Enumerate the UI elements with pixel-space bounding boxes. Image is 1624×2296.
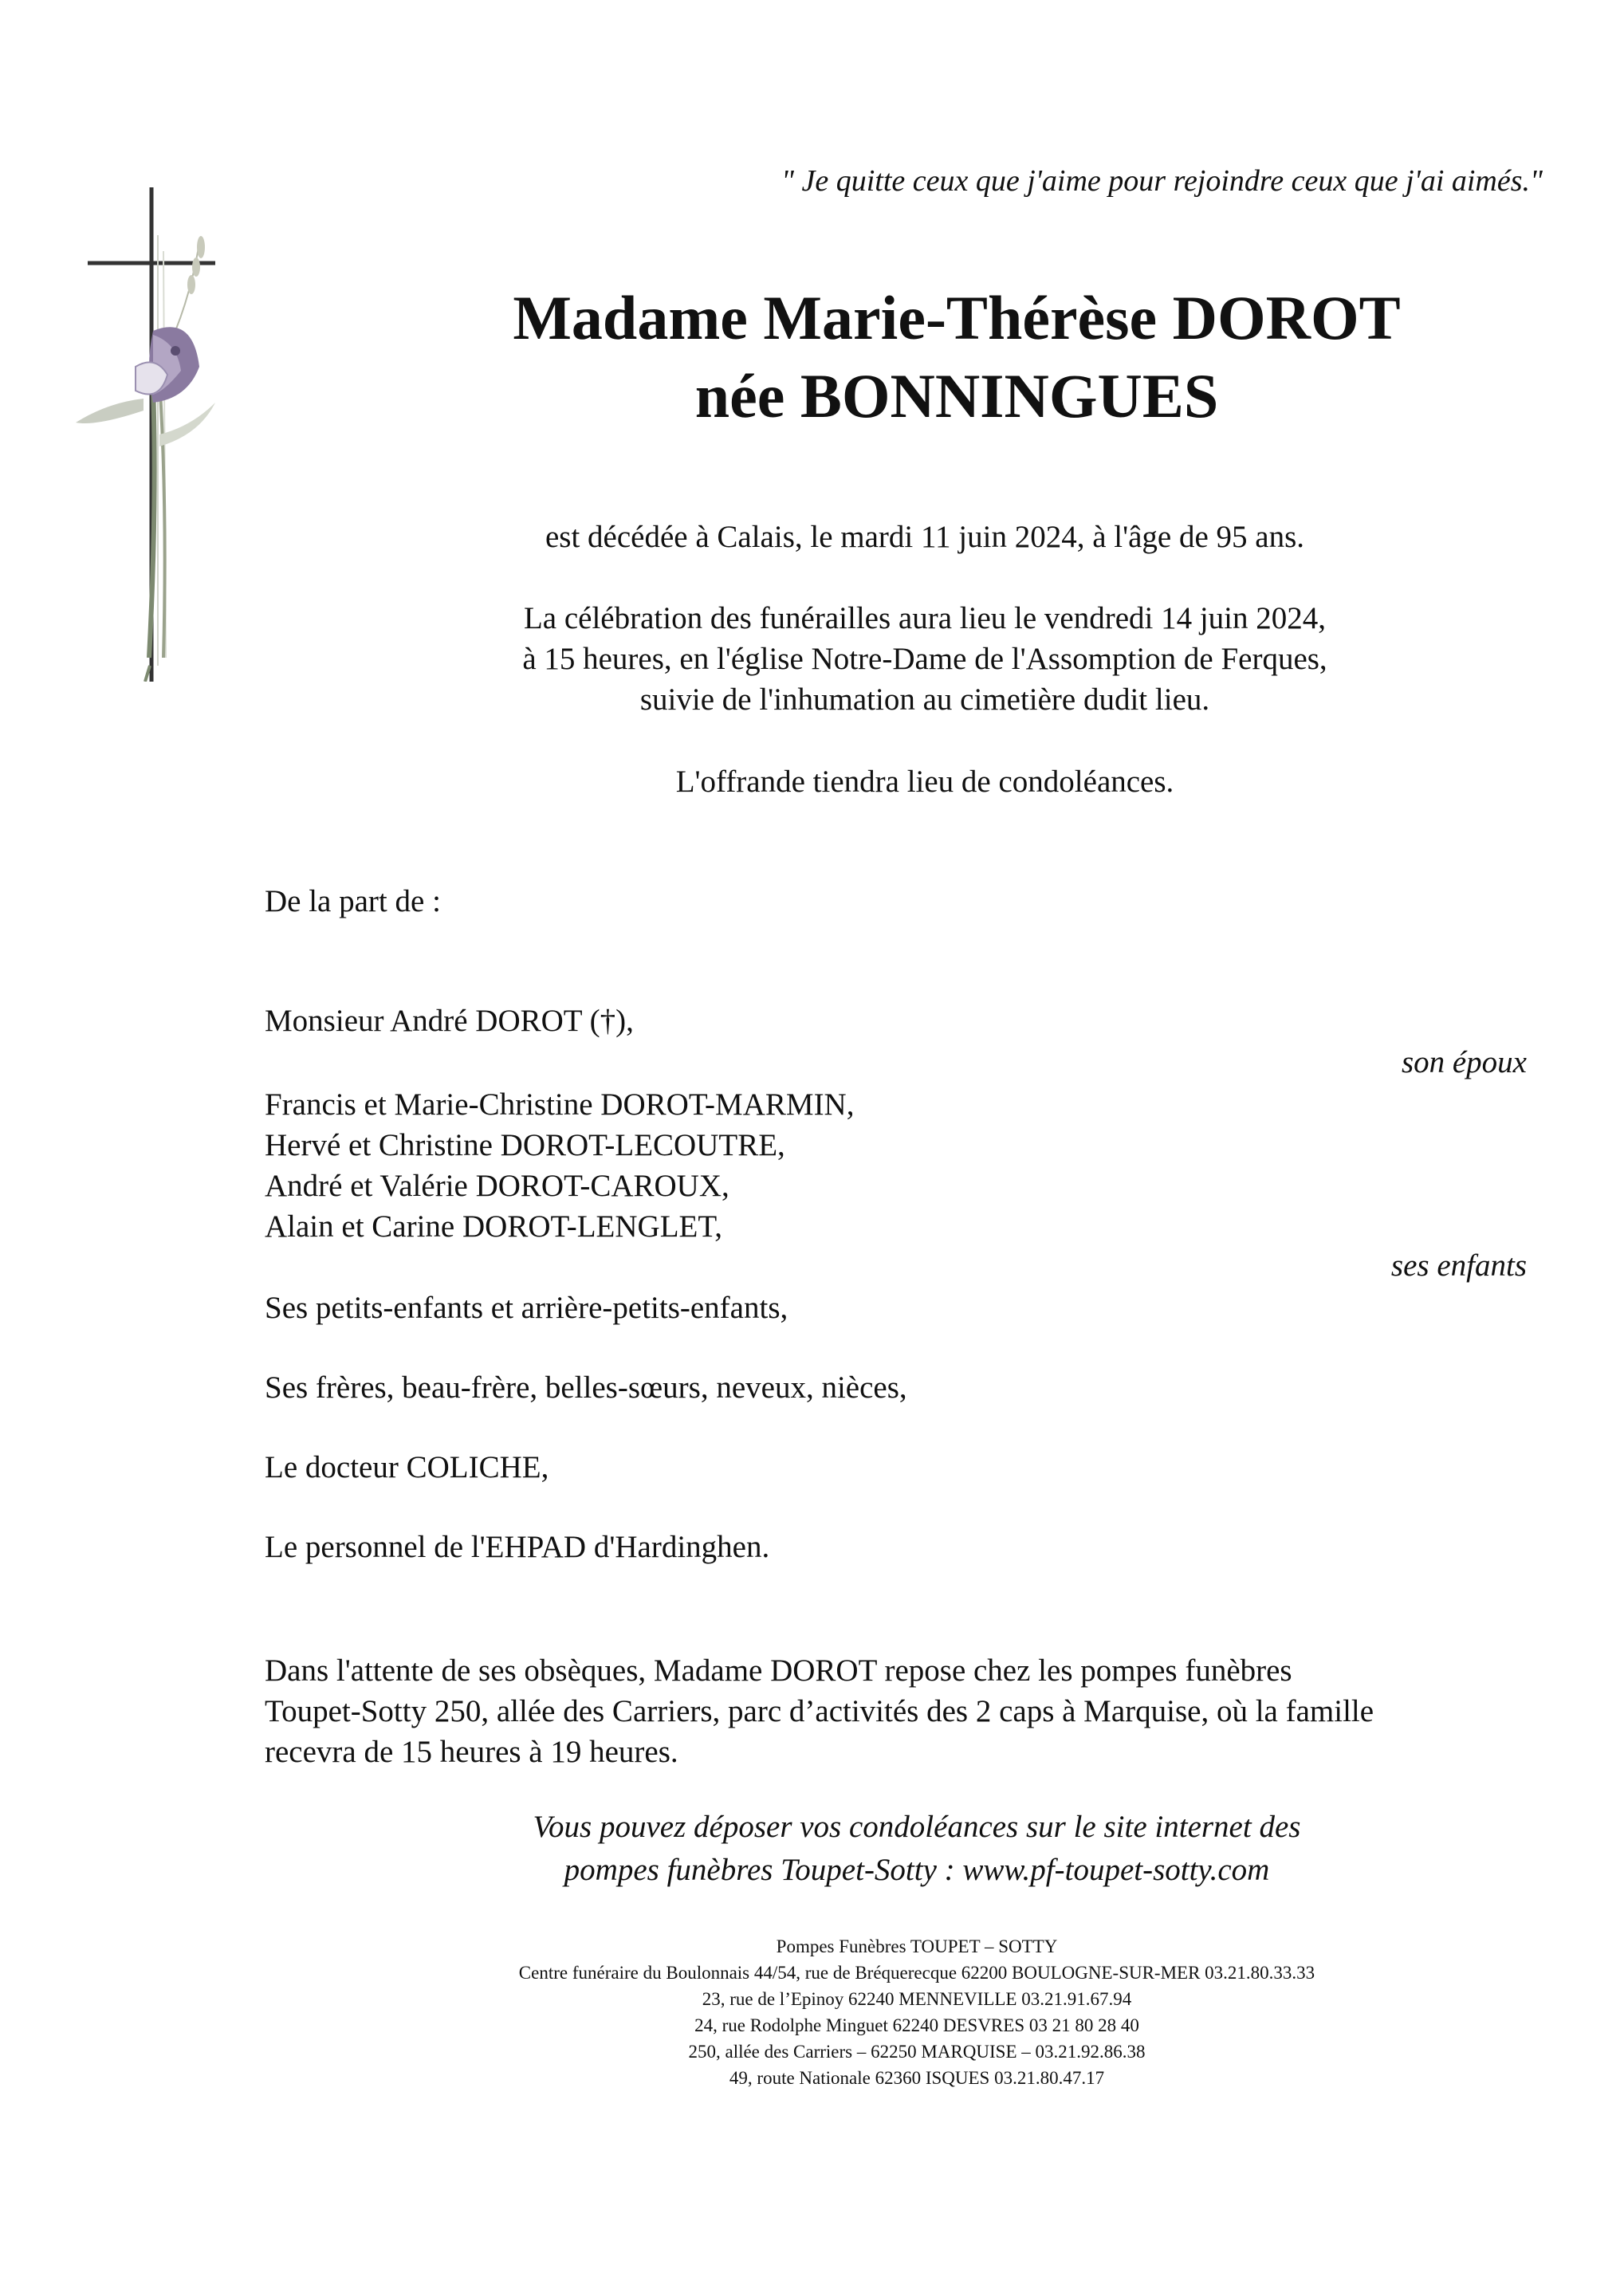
funeral-line: à 15 heures, en l'église Notre-Dame de l'Assomption de Ferques, (522, 642, 1327, 676)
footer-line: 24, rue Rodolphe Minguet 62240 DESVRES 03 21 80 28 40 (694, 2015, 1139, 2035)
list-item: André et Valérie DOROT-CAROUX, (265, 1169, 729, 1203)
cross-icon (64, 187, 239, 682)
staff-line: Le personnel de l'EHPAD d'Hardinghen. (265, 1530, 770, 1564)
footer-line: Pompes Funèbres TOUPET – SOTTY (776, 1936, 1058, 1956)
footer-line: 23, rue de l’Epinoy 62240 MENNEVILLE 03.21.91.67.94 (702, 1989, 1132, 2009)
deceased-name: Madame Marie-Thérèse DOROT (513, 283, 1401, 352)
condolences-line: pompes funèbres Toupet-Sotty : www.pf-toupet-sotty.com (564, 1853, 1270, 1887)
offering-note: L'offrande tiendra lieu de condoléances. (675, 765, 1174, 799)
spouse-name: Monsieur André DOROT (†), (265, 1004, 634, 1038)
condolences-note (319, 1806, 1515, 1892)
death-notice: est décédée à Calais, le mardi 11 juin 2024, à l'âge de 95 ans. (545, 520, 1305, 554)
list-item: Hervé et Christine DOROT-LECOUTRE, (265, 1128, 785, 1162)
footer-line: 250, allée des Carriers – 62250 MARQUISE – 03.21.92.86.38 (688, 2042, 1146, 2062)
funeral-home-footer (319, 1933, 1515, 2091)
list-item: Alain et Carine DOROT-LENGLET, (265, 1209, 723, 1244)
list-item: Francis et Marie-Christine DOROT-MARMIN, (265, 1087, 855, 1122)
footer-line: Centre funéraire du Boulonnais 44/54, rue de Bréquerecque 62200 BOULOGNE-SUR-MER 03.21.80.33.33 (518, 1963, 1315, 1983)
grandchildren-line: Ses petits-enfants et arrière-petits-enfants, (265, 1291, 788, 1325)
cross-lily-illustration (64, 187, 239, 682)
deceased-name-title (239, 279, 1624, 435)
epigraph-quote: " Je quitte ceux que j'aime pour rejoindre ceux que j'ai aimés." (781, 164, 1543, 198)
children-list (265, 1084, 854, 1247)
repose-line: Toupet-Sotty 250, allée des Carriers, parc d’activités des 2 caps à Marquise, où la famille (265, 1694, 1374, 1728)
funeral-details (327, 598, 1523, 720)
condolences-line: Vous pouvez déposer vos condoléances sur le site internet des (533, 1810, 1301, 1844)
repose-paragraph (265, 1650, 1580, 1772)
spouse-role: son époux (1401, 1045, 1527, 1079)
repose-line: Dans l'attente de ses obsèques, Madame DOROT repose chez les pompes funèbres (265, 1653, 1292, 1688)
repose-line: recevra de 15 heures à 19 heures. (265, 1735, 678, 1769)
doctor-line: Le docteur COLICHE, (265, 1450, 549, 1484)
from-label: De la part de : (265, 884, 441, 918)
funeral-line: suivie de l'inhumation au cimetière dudit lieu. (639, 682, 1210, 717)
footer-line: 49, route Nationale 62360 ISQUES 03.21.80.47.17 (729, 2068, 1105, 2088)
children-role: ses enfants (1390, 1248, 1527, 1283)
maiden-name: née BONNINGUES (694, 361, 1219, 431)
siblings-line: Ses frères, beau-frère, belles-sœurs, neveux, nièces, (265, 1370, 907, 1405)
funeral-line: La célébration des funérailles aura lieu le vendredi 14 juin 2024, (523, 601, 1327, 635)
